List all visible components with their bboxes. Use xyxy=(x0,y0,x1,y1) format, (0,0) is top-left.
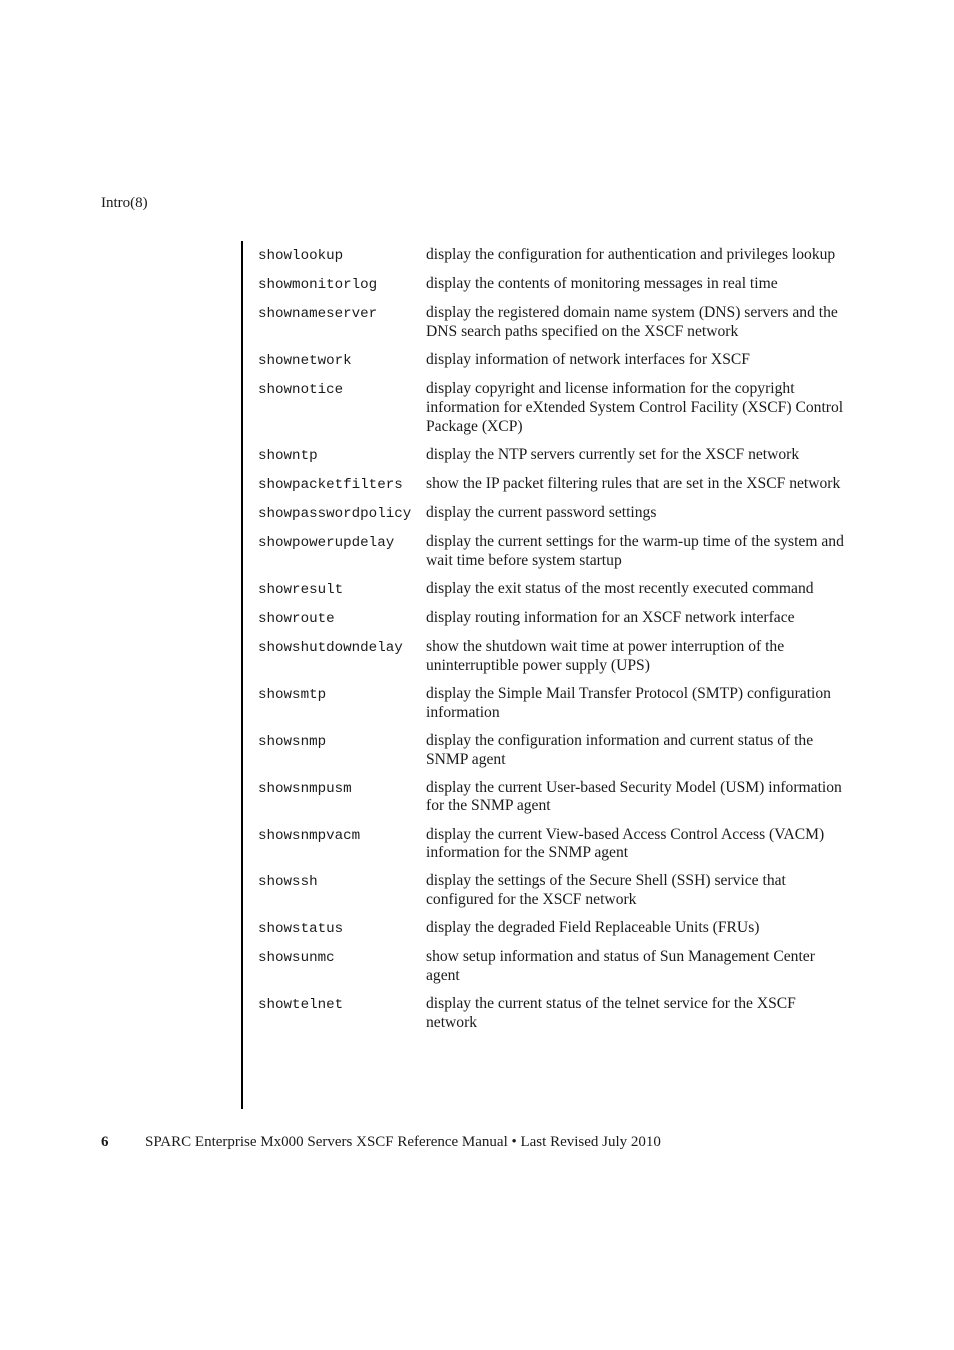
command-row xyxy=(258,948,848,985)
command-row xyxy=(258,580,848,600)
command-description: display the registered domain name system (DNS) servers and the DNS search paths specified on the XSCF network xyxy=(426,304,838,340)
command-name: showmonitorlog xyxy=(258,277,378,294)
command-row xyxy=(258,685,848,722)
command-list xyxy=(258,246,848,1042)
command-description: display the degraded Field Replaceable Units (FRUs) xyxy=(426,919,760,937)
command-name: showpacketfilters xyxy=(258,476,403,493)
command-name: showresult xyxy=(258,582,344,599)
command-name: showntp xyxy=(258,447,318,464)
command-row xyxy=(258,779,848,816)
command-row xyxy=(258,446,848,466)
command-row xyxy=(258,246,848,266)
change-bar xyxy=(241,241,243,1109)
command-name: shownetwork xyxy=(258,353,352,370)
command-description: show the IP packet filtering rules that are set in the XSCF network xyxy=(426,474,841,492)
command-row xyxy=(258,380,848,436)
command-name: showpowerupdelay xyxy=(258,535,395,552)
command-name: showstatus xyxy=(258,921,344,938)
page-footer xyxy=(101,1133,661,1151)
command-description: show the shutdown wait time at power interruption of the uninterruptible power supply (UPS) xyxy=(426,638,785,675)
command-row xyxy=(258,275,848,295)
command-description: display the settings of the Secure Shell (SSH) service that configured for the XSCF network xyxy=(426,872,786,908)
command-row xyxy=(258,475,848,495)
command-name: showsnmpvacm xyxy=(258,827,361,844)
command-row xyxy=(258,504,848,524)
command-name: showsnmp xyxy=(258,734,327,750)
command-row xyxy=(258,638,848,675)
command-description: display the current settings for the warm-up time of the system and wait time before system startup xyxy=(426,533,844,569)
command-description: display the configuration for authentication and privileges lookup xyxy=(426,246,836,263)
command-name: showlookup xyxy=(258,248,344,264)
command-description: display the contents of monitoring messages in real time xyxy=(426,275,778,293)
command-description: display the current status of the telnet service for the XSCF network xyxy=(426,995,796,1031)
command-row xyxy=(258,826,848,863)
command-row xyxy=(258,872,848,909)
command-row xyxy=(258,995,848,1032)
command-name: showtelnet xyxy=(258,997,344,1014)
command-name: shownotice xyxy=(258,382,344,399)
command-row xyxy=(258,732,848,769)
command-name: showshutdowndelay xyxy=(258,640,403,657)
command-description: display copyright and license information for the copyright information for eXtended System Control Facility (XSCF) Control Package (XCP) xyxy=(426,380,844,435)
command-row xyxy=(258,351,848,371)
command-description: display information of network interfaces for XSCF xyxy=(426,351,750,369)
command-row xyxy=(258,533,848,570)
command-description: display the configuration information and current status of the SNMP agent xyxy=(426,732,814,768)
command-name: showsnmpusm xyxy=(258,780,352,797)
command-row xyxy=(258,919,848,939)
command-description: display routing information for an XSCF network interface xyxy=(426,609,795,627)
command-description: display the Simple Mail Transfer Protocol (SMTP) configuration information xyxy=(426,685,831,721)
page-number: 6 xyxy=(101,1134,109,1150)
command-description: display the current User-based Security Model (USM) information for the SNMP agent xyxy=(426,778,842,815)
command-description: display the NTP servers currently set for the XSCF network xyxy=(426,445,800,463)
command-row xyxy=(258,304,848,341)
footer-text: SPARC Enterprise Mx000 Servers XSCF Reference Manual • Last Revised July 2010 xyxy=(145,1134,661,1150)
command-description: show setup information and status of Sun Management Center agent xyxy=(426,948,815,984)
command-name: shownameserver xyxy=(258,306,378,323)
command-description: display the exit status of the most recently executed command xyxy=(426,580,814,598)
command-name: showsmtp xyxy=(258,687,327,704)
command-name: showsunmc xyxy=(258,950,335,967)
command-description: display the current View-based Access Control Access (VACM) information for the SNMP agent xyxy=(426,825,825,862)
command-row xyxy=(258,609,848,629)
command-name: showssh xyxy=(258,874,318,891)
command-name: showroute xyxy=(258,611,335,628)
running-header: Intro(8) xyxy=(101,195,148,211)
command-description: display the current password settings xyxy=(426,504,657,522)
command-name: showpasswordpolicy xyxy=(258,506,412,523)
